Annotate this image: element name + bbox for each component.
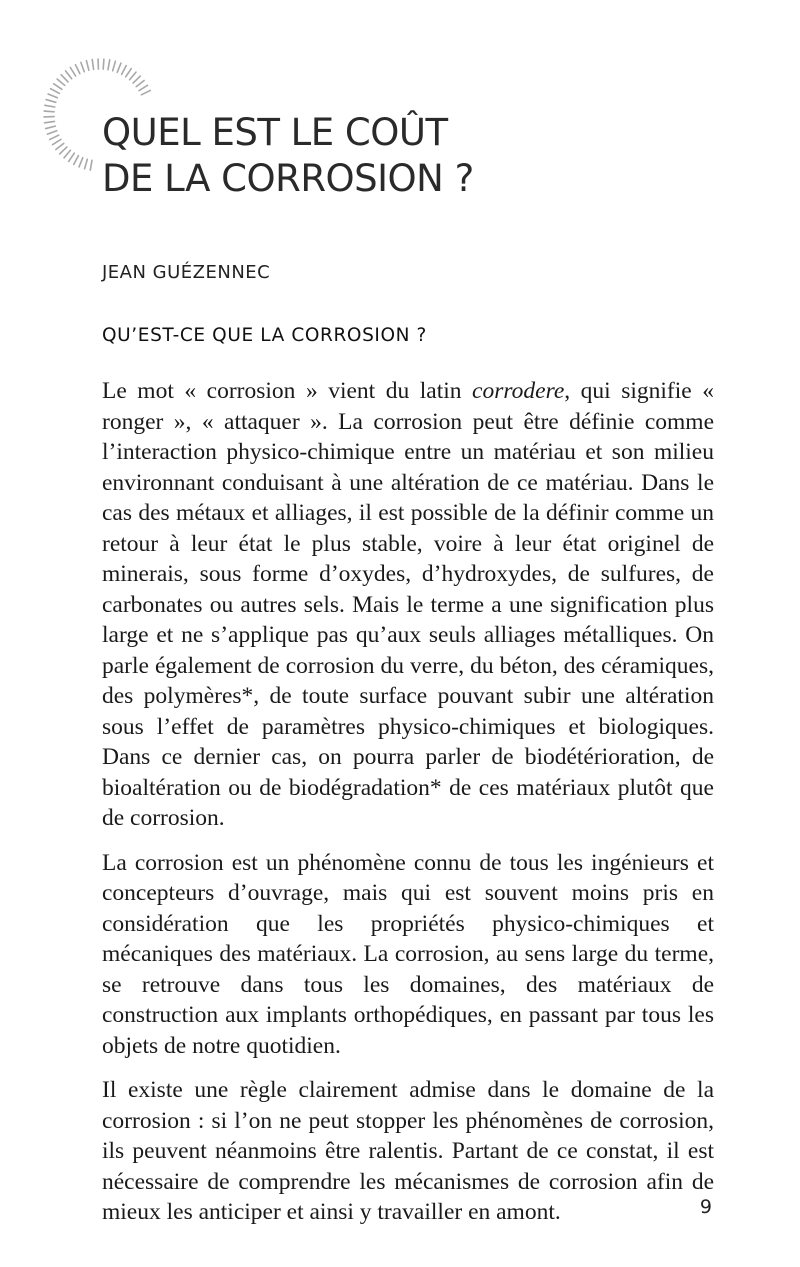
ornament-tick	[126, 69, 132, 77]
ornament-tick	[85, 159, 88, 169]
ornament-tick	[45, 105, 55, 107]
body-text	[102, 376, 714, 1242]
paragraph-1-start: Le mot « corrosion » vient du latin	[102, 378, 473, 404]
ornament-tick	[75, 65, 79, 74]
page-number: 9	[699, 1196, 712, 1218]
paragraph-1-end: , qui signifie « ronger », « attaquer ». La corrosion peut être définie comme l’interaction physico-chimique entre un matériau et son milieu environnant conduisant à une altération de ce matériau. Dans le cas des métaux et alliages, il est possible de la définir comme un retour à leur état le plus stable, voire à leur état originel de minerais, sous forme d’oxydes, d’hydroxydes, de sulfures, de carbonates ou autres sels. Mais le terme a une signification plus large et ne s’applique pas qu’aux seuls alliages métalliques. On parle également de corrosion du verre, du béton, des céramiques, des polymères*, de toute surface pouvant subir une altération sous l’effet de paramètres physico-chimiques et biologiques. Dans ce dernier cas, on pourra parler de biodétérioration, de bioaltération ou de biodégradation* de ces matériaux plutôt que de corrosion.	[102, 378, 714, 831]
ornament-tick	[46, 126, 56, 128]
ornament-tick	[74, 156, 79, 165]
ornament-tick	[51, 89, 60, 94]
ornament-tick	[90, 160, 92, 170]
paragraph-1	[102, 376, 714, 834]
ornament-tick	[60, 147, 67, 154]
ornament-tick	[57, 79, 65, 85]
ornament-tick	[46, 100, 56, 103]
ornament-tick	[113, 61, 116, 71]
ornament-tick	[108, 60, 110, 70]
ornament-tick	[66, 71, 72, 79]
ornament-tick	[44, 111, 54, 112]
ornament-tick	[54, 84, 62, 90]
ornament-tick	[133, 76, 140, 83]
chapter-title	[102, 110, 474, 202]
chapter-title-line-2: DE LA CORROSION ?	[102, 157, 474, 200]
ornament-tick	[53, 139, 61, 144]
ornament-tick	[70, 68, 75, 76]
ornament-tick	[47, 131, 56, 134]
author-name: JEAN GUÉZENNEC	[102, 262, 271, 283]
ornament-tick	[48, 94, 57, 98]
chapter-title-line-1: QUEL EST LE COÛT	[102, 111, 448, 154]
ornament-tick	[122, 66, 127, 75]
ornament-tick	[92, 60, 93, 70]
ornament-tick	[103, 59, 104, 69]
ornament-tick	[130, 72, 136, 80]
ornament-tick	[64, 150, 70, 158]
paragraph-2: La corrosion est un phénomène connu de tous les ingénieurs et concepteurs d’ouvrage, mais qui est souvent moins pris en considération que les propriétés physico-chimiques et mécaniques des matériaux. La corrosion, au sens large du terme, se retrouve dans tous les domaines, des matériaux de construction aux implants orthopédiques, en passant par tous les objets de notre quotidien.	[102, 849, 714, 1059]
ornament-tick	[136, 81, 144, 87]
ornament-tick	[61, 75, 68, 82]
ornament-tick	[45, 121, 55, 122]
section-heading: QU’EST-CE QUE LA CORROSION ?	[102, 325, 427, 346]
ornament-tick	[139, 85, 147, 90]
ornament-tick	[141, 90, 150, 94]
ornament-tick	[50, 135, 59, 139]
paragraph-3: Il existe une règle clairement admise dans le domaine de la corrosion : si l’on ne peut stopper les phénomènes de corrosion, ils peuvent néanmoins être ralentis. Partant de ce constat, il est nécessaire de comprendre les mécanismes de corrosion afin de mieux les anticiper et ainsi y travailler en amont.	[102, 1077, 714, 1225]
latin-term: corrodere	[472, 378, 565, 404]
ornament-tick	[69, 153, 75, 161]
ornament-tick	[86, 61, 88, 71]
ornament-tick	[81, 62, 84, 71]
ornament-tick	[79, 158, 83, 167]
ornament-tick	[56, 143, 64, 149]
ornament-tick	[117, 63, 121, 72]
